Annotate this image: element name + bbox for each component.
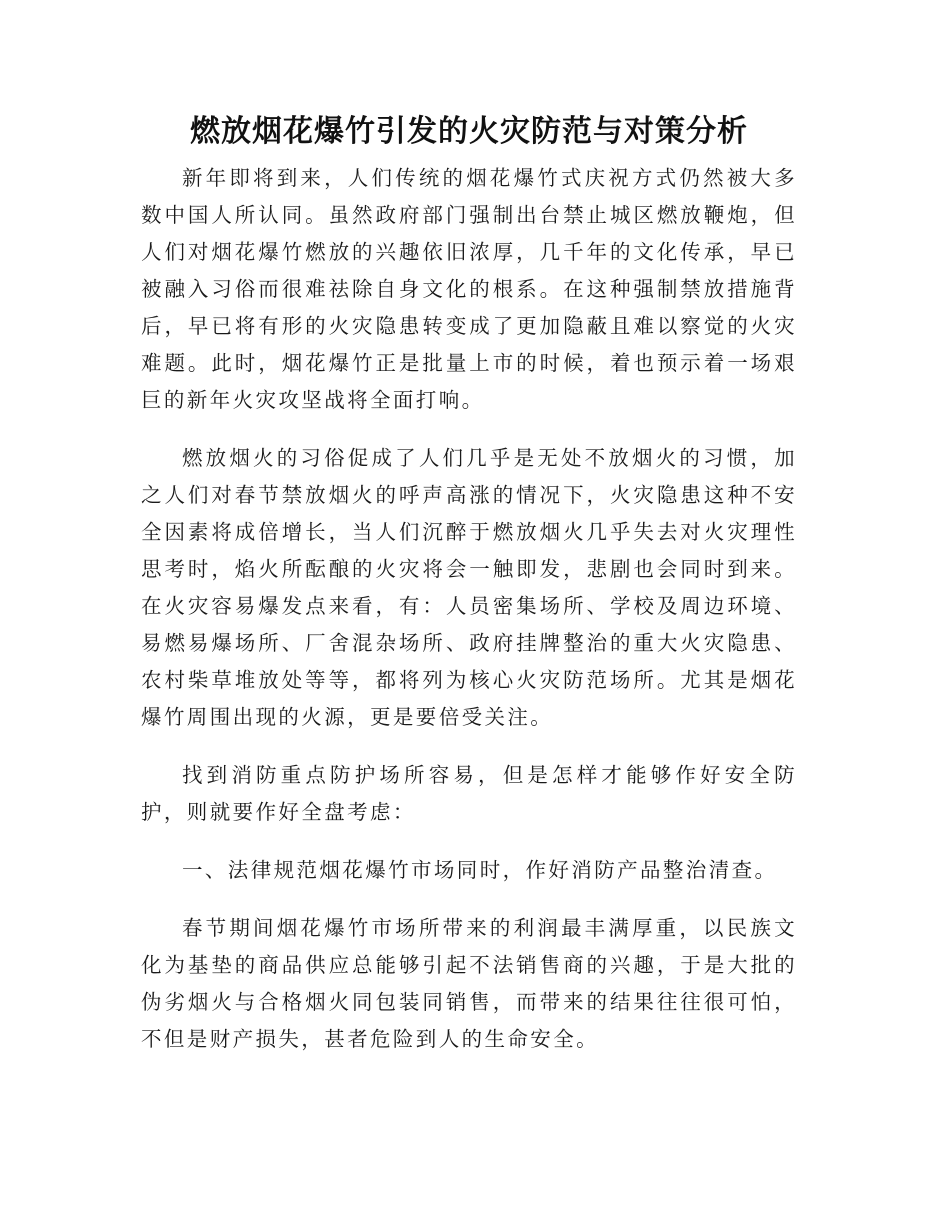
paragraph-market-counterfeit: 春节期间烟花爆竹市场所带来的利润最丰满厚重，以民族文化为基垫的商品供应总能够引起不法销售商的兴趣，于是大批的伪劣烟火与合格烟火同包装同销售，而带来的结果往往很可怕，不但是财产损失，甚者危险到人的生命安全。 xyxy=(141,916,797,1051)
paragraph-intro: 新年即将到来，人们传统的烟花爆竹式庆祝方式仍然被大多数中国人所认同。虽然政府部门强制出台禁止城区燃放鞭炮，但人们对烟花爆竹燃放的兴趣依旧浓厚，几千年的文化传承，早已被融入习俗而很难祛除自身文化的根系。在这种强制禁放措施背后，早已将有形的火灾隐患转变成了更加隐蔽且难以察觉的火灾难题。此时，烟花爆竹正是批量上市的时候，着也预示着一场艰巨的新年火灾攻坚战将全面打响。 xyxy=(141,166,797,412)
document-title: 燃放烟花爆竹引发的火灾防范与对策分析 xyxy=(190,114,748,149)
paragraph-fire-risk-places: 燃放烟火的习俗促成了人们几乎是无处不放烟火的习惯，加之人们对春节禁放烟火的呼声高涨的情况下，火灾隐患这种不安全因素将成倍增长，当人们沉醉于燃放烟火几乎失去对火灾理性思考时，焰火所酝酿的火灾将会一触即发，悲剧也会同时到来。在火灾容易爆发点来看，有：人员密集场所、学校及周边环境、易燃易爆场所、厂舍混杂场所、政府挂牌整治的重大火灾隐患、农村柴草堆放处等等，都将列为核心火灾防范场所。尤其是烟花爆竹周围出现的火源，更是要倍受关注。 xyxy=(141,446,797,729)
section-heading-1: 一、法律规范烟花爆竹市场同时，作好消防产品整治清查。 xyxy=(182,858,778,882)
document-body xyxy=(141,110,797,1079)
paragraph-overall-consideration: 找到消防重点防护场所容易，但是怎样才能够作好安全防护，则就要作好全盘考虑： xyxy=(141,763,797,824)
